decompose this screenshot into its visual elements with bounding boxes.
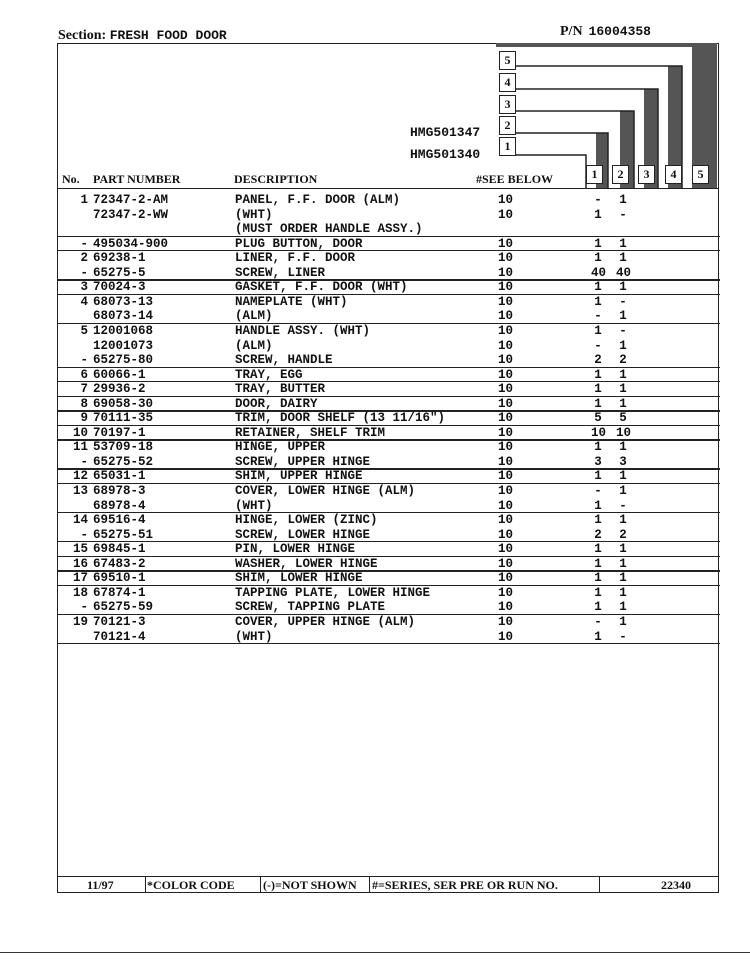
item-number: 19 xyxy=(72,614,88,629)
description: SCREW, UPPER HINGE xyxy=(235,454,371,469)
col-header-no: No. xyxy=(62,172,80,186)
item-number: - xyxy=(80,454,88,469)
part-number: 60066-1 xyxy=(93,367,146,382)
series-ref: 10 xyxy=(498,294,514,309)
description: SHIM, UPPER HINGE xyxy=(235,469,363,484)
description: COVER, LOWER HINGE (ALM) xyxy=(235,484,416,498)
description: NAMEPLATE (WHT) xyxy=(235,294,348,309)
qty-series-1: 1 xyxy=(594,236,602,251)
description: SCREW, HANDLE xyxy=(235,353,333,368)
item-number: 15 xyxy=(72,542,88,557)
series-ref: 10 xyxy=(498,280,514,295)
qty-series-2: 1 xyxy=(619,367,627,382)
part-number: 68978-4 xyxy=(93,498,146,513)
description: SCREW, LINER xyxy=(235,265,326,280)
description: (MUST ORDER HANDLE ASSY.) xyxy=(235,222,423,237)
series-ref: 10 xyxy=(498,396,514,411)
qty-series-1: 1 xyxy=(594,556,602,571)
item-number: - xyxy=(80,353,88,368)
series-ref: 10 xyxy=(498,382,514,397)
table-row xyxy=(58,440,720,454)
qty-series-1: 1 xyxy=(594,585,602,600)
description: HANDLE ASSY. (WHT) xyxy=(235,323,371,338)
part-number: 70197-1 xyxy=(93,425,146,440)
part-number: 70121-3 xyxy=(93,614,146,629)
qty-series-2: 1 xyxy=(619,280,627,295)
qty-series-1: - xyxy=(594,309,602,324)
description: TRIM, DOOR SHELF (13 11/16") xyxy=(235,411,446,426)
table-row xyxy=(58,484,720,498)
qty-series-2: 10 xyxy=(616,425,632,440)
table-row xyxy=(58,266,720,280)
part-number: 53709-18 xyxy=(93,440,154,455)
series-ref: 10 xyxy=(498,411,514,426)
description: (WHT) xyxy=(235,629,273,644)
table-row xyxy=(58,353,720,367)
part-number-header xyxy=(560,24,651,40)
table-row xyxy=(58,208,720,222)
qty-series-2: 1 xyxy=(619,614,627,629)
qty-series-2: 1 xyxy=(619,556,627,571)
description: SCREW, TAPPING PLATE xyxy=(235,600,386,615)
table-row xyxy=(58,499,720,513)
item-number: 7 xyxy=(80,382,88,397)
qty-series-2: 1 xyxy=(619,469,627,484)
footer-page-number: 22340 xyxy=(661,878,691,892)
part-number: 65275-59 xyxy=(93,600,154,615)
series-ref: 10 xyxy=(498,323,514,338)
table-row xyxy=(58,237,720,251)
table-row xyxy=(58,368,720,382)
table-row xyxy=(58,193,720,207)
series-ref: 10 xyxy=(498,440,514,455)
qty-series-2: 1 xyxy=(619,251,627,266)
series-box-1: 1 xyxy=(499,137,516,156)
part-number: 29936-2 xyxy=(93,382,146,397)
qty-series-1: 1 xyxy=(594,367,602,382)
item-number: 11 xyxy=(72,440,88,455)
qty-series-2: 1 xyxy=(619,513,627,528)
item-number: 1 xyxy=(80,193,88,207)
qty-series-1: - xyxy=(594,614,602,629)
table-row xyxy=(58,528,720,542)
footer-divider xyxy=(369,877,370,892)
part-number: 65275-52 xyxy=(93,454,154,469)
description: SHIM, LOWER HINGE xyxy=(235,571,363,586)
qty-series-1: 5 xyxy=(594,411,602,426)
table-row xyxy=(58,426,720,440)
table-row xyxy=(58,295,720,309)
table-row xyxy=(58,615,720,629)
qty-series-2: 1 xyxy=(619,382,627,397)
description: TRAY, EGG xyxy=(235,367,303,382)
description: TAPPING PLATE, LOWER HINGE xyxy=(235,585,431,600)
qty-series-1: - xyxy=(594,338,602,353)
description: (ALM) xyxy=(235,309,273,324)
series-box-3: 3 xyxy=(499,95,516,114)
footer-not-shown: (-)=NOT SHOWN xyxy=(263,878,357,892)
qty-series-2: 40 xyxy=(616,265,632,280)
qty-series-2: - xyxy=(619,323,627,338)
description: PLUG BUTTON, DOOR xyxy=(235,236,363,251)
series-ref: 10 xyxy=(498,309,514,324)
col-header-part-number: PART NUMBER xyxy=(93,172,181,186)
item-number: 13 xyxy=(72,484,88,498)
description: PIN, LOWER HINGE xyxy=(235,542,356,557)
part-number: 12001073 xyxy=(93,338,154,353)
qty-series-1: 1 xyxy=(594,542,602,557)
qty-series-2: 1 xyxy=(619,338,627,353)
row-separator xyxy=(58,643,720,644)
table-row xyxy=(58,411,720,425)
item-number: - xyxy=(80,600,88,615)
series-ref: 10 xyxy=(498,353,514,368)
qty-series-2: 1 xyxy=(619,396,627,411)
series-ref: 10 xyxy=(498,585,514,600)
col-header-see-below: #SEE BELOW xyxy=(476,172,554,186)
description: (WHT) xyxy=(235,498,273,513)
qty-series-2: 1 xyxy=(619,484,627,498)
footer-bar xyxy=(57,876,719,893)
description: WASHER, LOWER HINGE xyxy=(235,556,378,571)
item-number: 10 xyxy=(72,425,88,440)
item-number: 2 xyxy=(80,251,88,266)
qty-series-1: 1 xyxy=(594,629,602,644)
description: RETAINER, SHELF TRIM xyxy=(235,425,386,440)
series-ref: 10 xyxy=(498,527,514,542)
qty-series-1: 1 xyxy=(594,498,602,513)
series-ref: 10 xyxy=(498,629,514,644)
part-number: 69845-1 xyxy=(93,542,146,557)
series-ref: 10 xyxy=(498,338,514,353)
table-row xyxy=(58,455,720,469)
item-number: 6 xyxy=(80,367,88,382)
qty-series-1: 1 xyxy=(594,600,602,615)
part-number: 495034-900 xyxy=(93,236,169,251)
item-number: 9 xyxy=(80,411,88,426)
part-number: 67874-1 xyxy=(93,585,146,600)
series-ref: 10 xyxy=(498,454,514,469)
table-row xyxy=(58,280,720,294)
description: SCREW, LOWER HINGE xyxy=(235,527,371,542)
item-number: - xyxy=(80,236,88,251)
qty-series-2: 1 xyxy=(619,440,627,455)
item-number: 5 xyxy=(80,323,88,338)
footer-color-code: *COLOR CODE xyxy=(147,878,235,892)
part-number: 72347-2-AM xyxy=(93,193,169,207)
series-ladder-diagram xyxy=(490,43,719,188)
col-header-description: DESCRIPTION xyxy=(234,172,318,186)
qty-series-1: 2 xyxy=(594,527,602,542)
qty-series-1: 2 xyxy=(594,353,602,368)
part-number: 65275-51 xyxy=(93,527,154,542)
series-col-4: 4 xyxy=(665,165,682,184)
series-col-5: 5 xyxy=(692,165,709,184)
qty-series-1: 1 xyxy=(594,251,602,266)
header-rule xyxy=(57,188,719,189)
series-ref: 10 xyxy=(498,600,514,615)
item-number: 4 xyxy=(80,294,88,309)
qty-series-1: 1 xyxy=(594,513,602,528)
model-number-2: HMG501340 xyxy=(410,147,481,162)
part-number: 70024-3 xyxy=(93,280,146,295)
qty-series-2: - xyxy=(619,294,627,309)
footer-divider xyxy=(260,877,261,892)
table-row xyxy=(58,630,720,644)
description: LINER, F.F. DOOR xyxy=(235,251,356,266)
table-row xyxy=(58,382,720,396)
item-number: 14 xyxy=(72,513,88,528)
table-row xyxy=(58,557,720,571)
qty-series-1: 1 xyxy=(594,323,602,338)
qty-series-1: 1 xyxy=(594,294,602,309)
series-ref: 10 xyxy=(498,513,514,528)
table-row xyxy=(58,324,720,338)
series-ref: 10 xyxy=(498,542,514,557)
description: DOOR, DAIRY xyxy=(235,396,318,411)
part-number: 65275-5 xyxy=(93,265,146,280)
series-ref: 10 xyxy=(498,367,514,382)
table-row xyxy=(58,571,720,585)
part-number: 69516-4 xyxy=(93,513,146,528)
footer-series-note: #=SERIES, SER PRE OR RUN NO. xyxy=(372,878,558,892)
part-number: 69238-1 xyxy=(93,251,146,266)
item-number: - xyxy=(80,265,88,280)
part-number: 12001068 xyxy=(93,323,154,338)
qty-series-2: 1 xyxy=(619,585,627,600)
table-row xyxy=(58,469,720,483)
series-ref: 10 xyxy=(498,484,514,498)
table-row xyxy=(58,309,720,323)
series-ref: 10 xyxy=(498,469,514,484)
section-value: FRESH FOOD DOOR xyxy=(109,28,227,43)
description: HINGE, UPPER xyxy=(235,440,326,455)
series-box-5: 5 xyxy=(499,51,516,70)
qty-series-1: 1 xyxy=(594,396,602,411)
pn-label: P/N xyxy=(560,24,583,39)
item-number: - xyxy=(80,527,88,542)
series-ref: 10 xyxy=(498,251,514,266)
qty-series-1: 1 xyxy=(594,382,602,397)
item-number: 3 xyxy=(80,280,88,295)
qty-series-1: 40 xyxy=(591,265,607,280)
item-number: 17 xyxy=(72,571,88,586)
part-number: 67483-2 xyxy=(93,556,146,571)
table-row xyxy=(58,251,720,265)
page-bottom-rule xyxy=(0,952,750,953)
footer-divider xyxy=(599,877,600,892)
model-number-1: HMG501347 xyxy=(410,125,481,140)
qty-series-1: - xyxy=(594,484,602,498)
qty-series-2: 1 xyxy=(619,309,627,324)
qty-series-1: 1 xyxy=(594,207,602,222)
qty-series-2: 1 xyxy=(619,236,627,251)
item-number: 12 xyxy=(72,469,88,484)
qty-series-1: 1 xyxy=(594,440,602,455)
qty-series-1: 1 xyxy=(594,571,602,586)
qty-series-1: 1 xyxy=(594,469,602,484)
series-ref: 10 xyxy=(498,236,514,251)
footer-divider xyxy=(145,877,146,892)
qty-series-2: - xyxy=(619,498,627,513)
qty-series-2: 1 xyxy=(619,600,627,615)
qty-series-2: 1 xyxy=(619,571,627,586)
part-number: 69058-30 xyxy=(93,396,154,411)
part-number: 69510-1 xyxy=(93,571,146,586)
qty-series-1: 3 xyxy=(594,454,602,469)
item-number: 18 xyxy=(72,585,88,600)
part-number: 65031-1 xyxy=(93,469,146,484)
section-title xyxy=(58,28,227,44)
table-row xyxy=(58,586,720,600)
qty-series-2: 3 xyxy=(619,454,627,469)
description: (WHT) xyxy=(235,207,273,222)
part-number: 68978-3 xyxy=(93,484,146,498)
series-ref: 10 xyxy=(498,193,514,207)
qty-series-2: 5 xyxy=(619,411,627,426)
series-ref: 10 xyxy=(498,498,514,513)
qty-series-2: 1 xyxy=(619,193,627,207)
series-ref: 10 xyxy=(498,425,514,440)
part-number: 68073-14 xyxy=(93,309,154,324)
item-number: 16 xyxy=(72,556,88,571)
qty-series-2: 2 xyxy=(619,527,627,542)
qty-series-1: 1 xyxy=(594,280,602,295)
description: GASKET, F.F. DOOR (WHT) xyxy=(235,280,408,295)
qty-series-1: 10 xyxy=(591,425,607,440)
part-number: 65275-80 xyxy=(93,353,154,368)
part-number: 70121-4 xyxy=(93,629,146,644)
table-row xyxy=(58,397,720,411)
footer-date: 11/97 xyxy=(87,878,114,892)
qty-series-1: - xyxy=(594,193,602,207)
description: (ALM) xyxy=(235,338,273,353)
item-number: 8 xyxy=(80,396,88,411)
part-number: 70111-35 xyxy=(93,411,154,426)
table-row xyxy=(58,339,720,353)
series-box-4: 4 xyxy=(499,73,516,92)
pn-value: 16004358 xyxy=(588,24,651,39)
series-col-1: 1 xyxy=(586,165,603,184)
description: PANEL, F.F. DOOR (ALM) xyxy=(235,193,401,207)
section-label: Section: xyxy=(58,28,107,43)
table-row xyxy=(58,600,720,614)
table-row xyxy=(58,222,720,236)
series-col-2: 2 xyxy=(612,165,629,184)
qty-series-2: - xyxy=(619,629,627,644)
qty-series-2: 1 xyxy=(619,542,627,557)
qty-series-2: 2 xyxy=(619,353,627,368)
table-row xyxy=(58,513,720,527)
qty-series-2: - xyxy=(619,207,627,222)
description: TRAY, BUTTER xyxy=(235,382,326,397)
series-col-3: 3 xyxy=(638,165,655,184)
description: COVER, UPPER HINGE (ALM) xyxy=(235,614,416,629)
part-number: 68073-13 xyxy=(93,294,154,309)
series-ref: 10 xyxy=(498,207,514,222)
series-ref: 10 xyxy=(498,614,514,629)
description: HINGE, LOWER (ZINC) xyxy=(235,513,378,528)
series-box-2: 2 xyxy=(499,116,516,135)
series-ref: 10 xyxy=(498,556,514,571)
table-row xyxy=(58,542,720,556)
series-ref: 10 xyxy=(498,571,514,586)
part-number: 72347-2-WW xyxy=(93,207,169,222)
series-ref: 10 xyxy=(498,265,514,280)
